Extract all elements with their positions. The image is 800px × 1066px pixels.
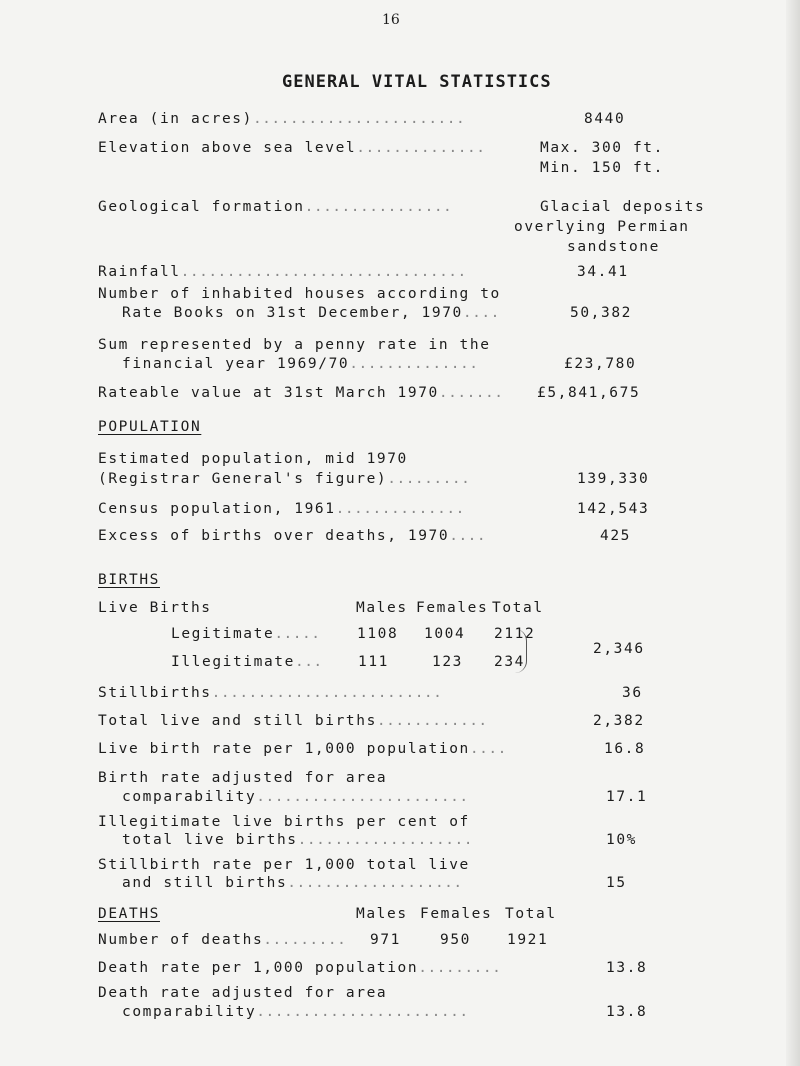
births-heading: BIRTHS [98,572,160,588]
still-rate-line2: and still births................... [122,875,463,891]
deaths-col-total: Total [505,906,557,922]
houses-value: 50,382 [570,305,632,321]
live-births-label: Live Births [98,600,212,616]
adj-death-value: 13.8 [606,1004,648,1020]
illegit-females: 123 [432,654,463,670]
still-rate-line1: Stillbirth rate per 1,000 total live [98,857,470,873]
rainfall-label: Rainfall............................... [98,264,467,280]
illeg-pct-value: 10% [606,832,637,848]
elevation-min: Min. 150 ft. [540,160,664,176]
area-value: 8440 [584,111,626,127]
penny-value: £23,780 [564,356,637,372]
stillbirths-value: 36 [622,685,643,701]
deaths-heading: DEATHS [98,906,160,922]
rateable-label: Rateable value at 31st March 1970....... [98,385,504,401]
population-heading: POPULATION [98,419,202,435]
birth-rate-value: 16.8 [604,741,646,757]
death-rate-value: 13.8 [606,960,648,976]
still-rate-value: 15 [606,875,627,891]
deaths-males: 971 [370,932,401,948]
census-value: 142,543 [577,501,650,517]
deaths-col-males: Males [356,906,408,922]
geology-line2: overlying Permian [514,219,690,235]
elevation-max: Max. 300 ft. [540,140,664,156]
population-est-line1: Estimated population, mid 1970 [98,451,408,467]
illegit-males: 111 [358,654,389,670]
births-col-females: Females [416,600,489,616]
births-brace [512,629,527,673]
total-live-still-label: Total live and still births............ [98,713,488,729]
deaths-col-females: Females [420,906,493,922]
elevation-label: Elevation above sea level.............. [98,140,486,156]
rainfall-value: 34.41 [577,264,629,280]
adj-death-line1: Death rate adjusted for area [98,985,388,1001]
rateable-value: £5,841,675 [537,385,641,401]
death-rate-label: Death rate per 1,000 population......... [98,960,502,976]
area-label: Area (in acres)....................... [98,111,466,127]
legit-males: 1108 [357,626,399,642]
legit-total: 2112 [494,626,536,642]
births-col-total: Total [492,600,544,616]
geology-label: Geological formation................ [98,199,453,215]
excess-label: Excess of births over deaths, 1970.... [98,528,487,544]
penny-line2: financial year 1969/70.............. [122,356,479,372]
population-est-value: 139,330 [577,471,650,487]
stillbirths-label: Stillbirths......................... [98,685,443,701]
adj-death-line2: comparability....................... [122,1004,469,1020]
legit-label: Legitimate..... [171,626,321,642]
births-col-males: Males [356,600,408,616]
illegit-label: Illegitimate... [171,654,323,670]
legit-females: 1004 [424,626,466,642]
census-label: Census population, 1961.............. [98,501,465,517]
penny-line1: Sum represented by a penny rate in the [98,337,491,353]
adj-birth-line1: Birth rate adjusted for area [98,770,388,786]
population-est-line2: (Registrar General's figure)......... [98,471,471,487]
houses-line2: Rate Books on 31st December, 1970.... [122,305,500,321]
adj-birth-line2: comparability....................... [122,789,469,805]
illegit-total: 234 [494,654,525,670]
illeg-pct-line2: total live births................... [122,832,473,848]
excess-value: 425 [600,528,631,544]
live-births-total: 2,346 [593,641,645,657]
deaths-number-label: Number of deaths......... [98,932,347,948]
total-live-still-value: 2,382 [593,713,645,729]
adj-birth-value: 17.1 [606,789,648,805]
deaths-total: 1921 [507,932,549,948]
geology-line1: Glacial deposits [540,199,706,215]
illeg-pct-line1: Illegitimate live births per cent of [98,814,470,830]
page-number: 16 [382,12,400,28]
houses-line1: Number of inhabited houses according to [98,286,501,302]
page-edge-shadow [786,0,800,1066]
birth-rate-label: Live birth rate per 1,000 population.... [98,741,507,757]
geology-line3: sandstone [567,239,660,255]
page-title: GENERAL VITAL STATISTICS [282,72,552,92]
deaths-females: 950 [440,932,471,948]
